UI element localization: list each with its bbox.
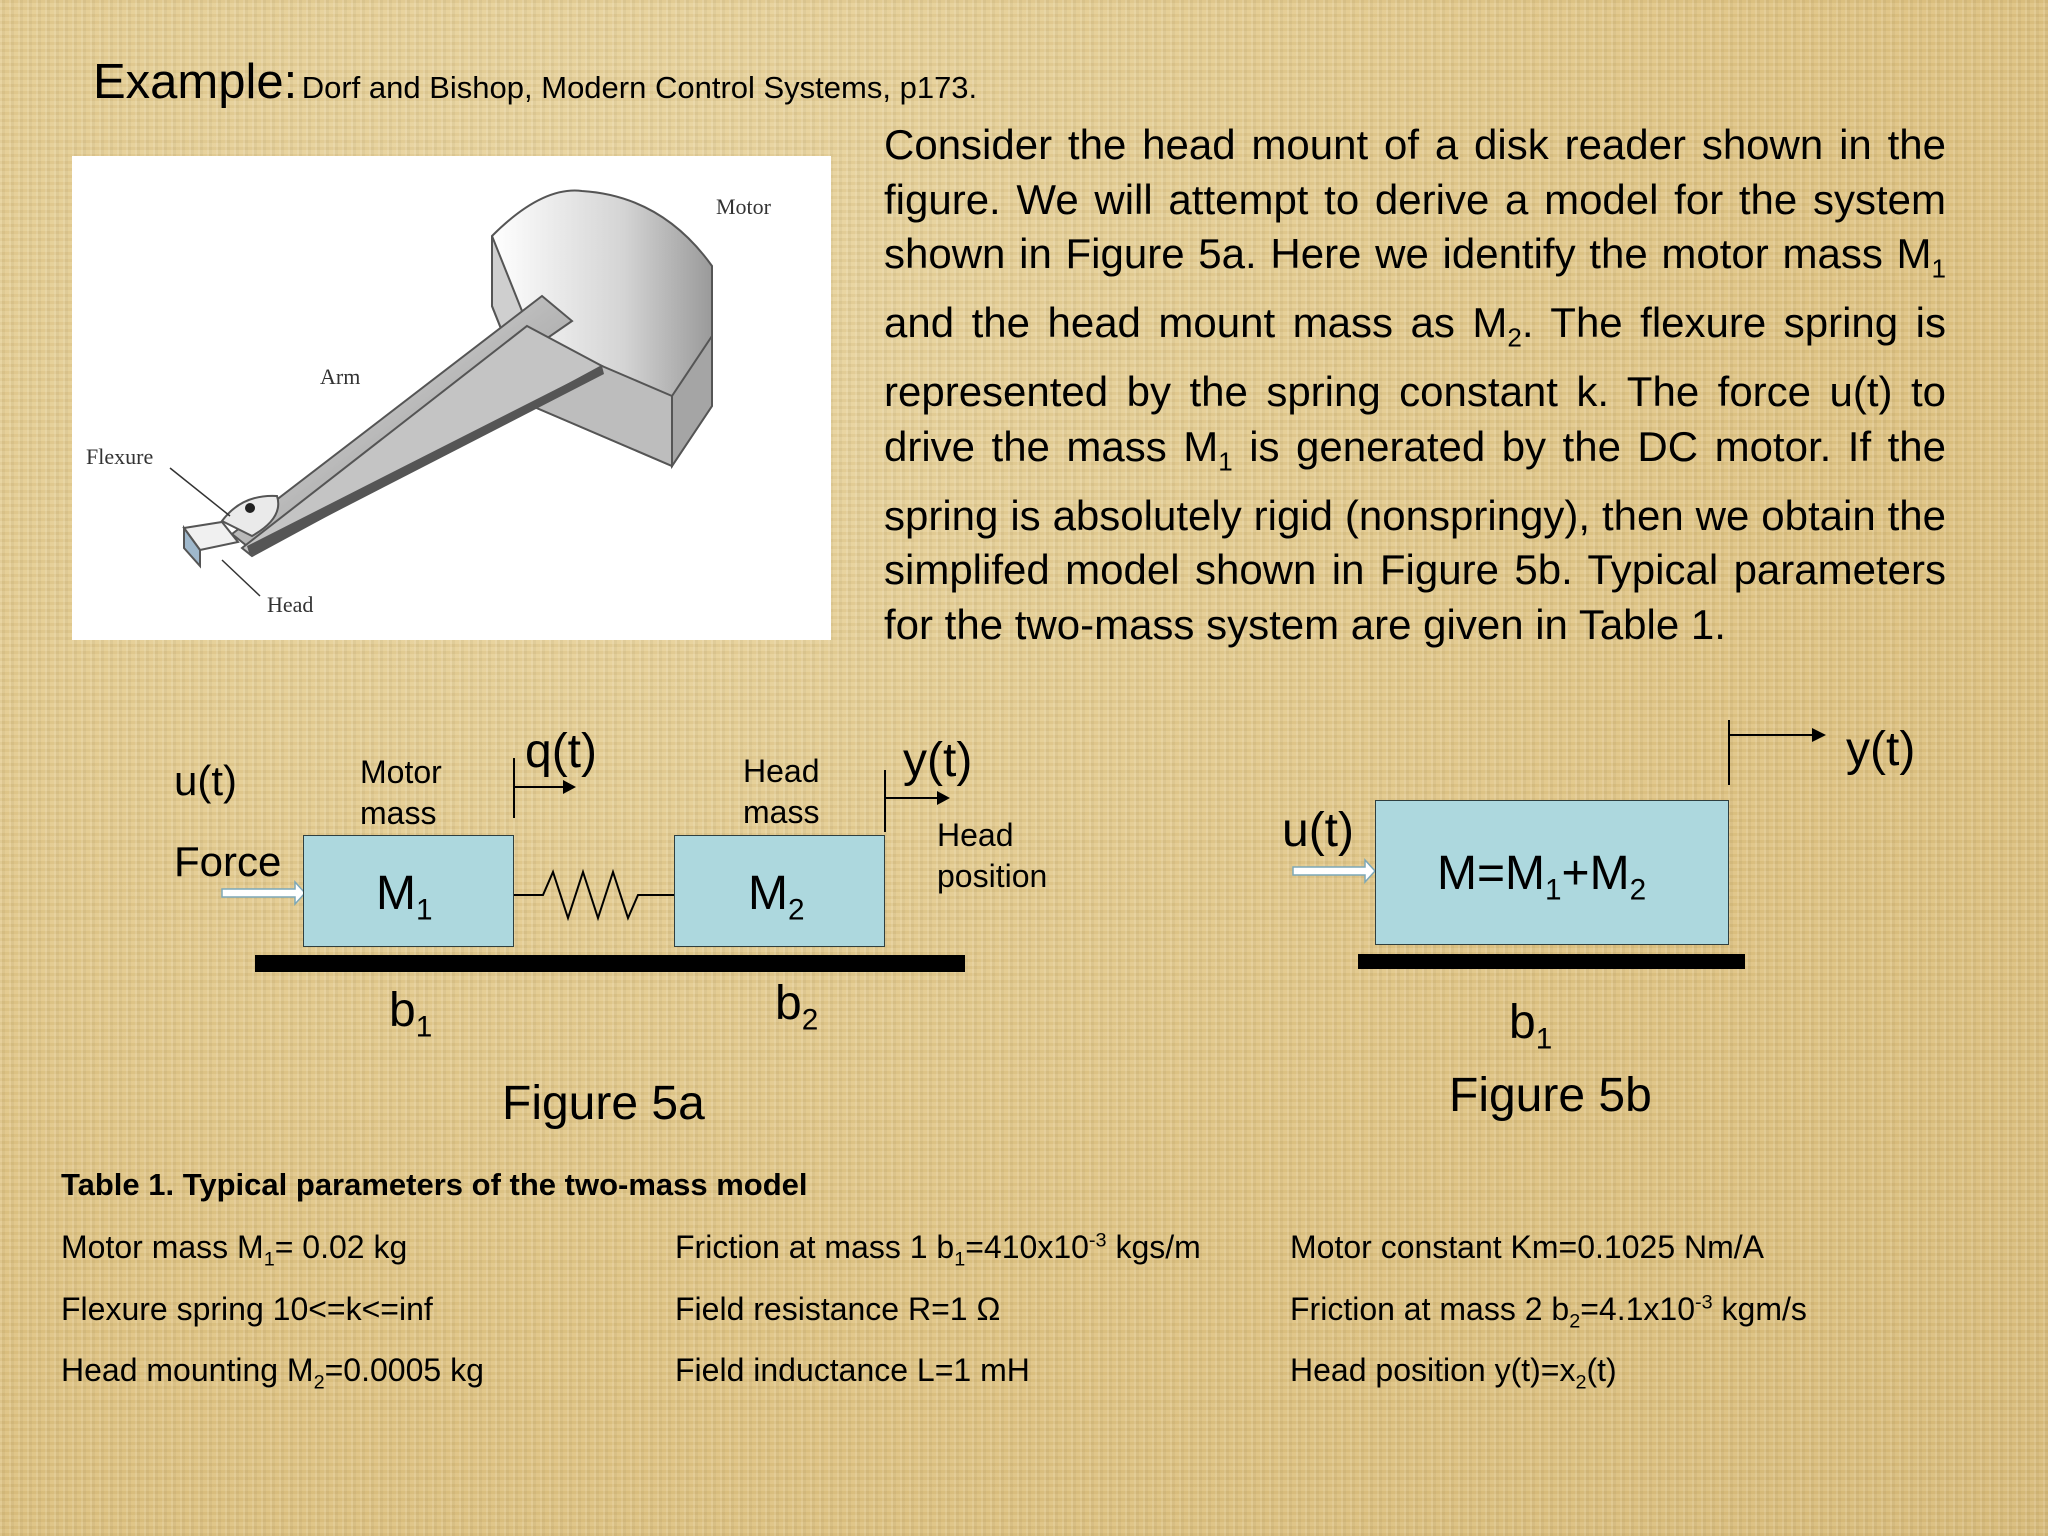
param-motor-constant: Motor constant Km=0.1025 Nm/A xyxy=(1290,1229,1764,1265)
param-field-resistance: Field resistance R=1 Ω xyxy=(675,1291,1001,1327)
desc-sub-1: 1 xyxy=(1931,253,1946,284)
b1-label-5a: $b_1$ xyxy=(389,984,433,1044)
param-friction-mass-2: Friction at mass 2 $b_2=4.1x10^{-3}$ kgm/s xyxy=(1290,1291,1807,1333)
desc-sub-3: 1 xyxy=(1218,446,1233,477)
ground-5b xyxy=(1358,954,1745,969)
desc-text-3: . The flexure spring is represented by the spring constant k. The force u(t) to drive the mass M xyxy=(884,299,1946,470)
param-head-mounting: Head mounting $M_2=0.0005$ kg xyxy=(61,1352,484,1394)
y-label-5b: y(t) xyxy=(1846,723,1916,776)
example-label: Example: xyxy=(93,55,298,109)
desc-text-1: Consider the head mount of a disk reader shown in the figure. We will attempt to derive a model for the system shown in Figure 5a. Here we identify the motor mass M xyxy=(884,121,1946,278)
y-label-5a: y(t) xyxy=(903,734,973,787)
motor-label: Motor xyxy=(716,194,771,219)
combined-mass-label: $M=M_1+M_2$ xyxy=(1437,847,1647,907)
param-field-inductance: Field inductance L=1 mH xyxy=(675,1352,1030,1388)
desc-sub-2: 2 xyxy=(1507,322,1522,353)
y-arrow-5b-icon xyxy=(1812,728,1826,742)
m2-label: $M_2$ xyxy=(748,867,805,927)
flexure-label: Flexure xyxy=(86,444,154,469)
figure-5b-caption: Figure 5b xyxy=(1449,1069,1652,1122)
param-motor-mass: Motor mass $M_1= 0.02$ kg xyxy=(61,1229,408,1271)
q-label: q(t) xyxy=(525,725,597,778)
input-u-label-5b: u(t) xyxy=(1282,804,1354,857)
figure-5a-caption: Figure 5a xyxy=(502,1077,705,1130)
input-u-label: u(t) xyxy=(174,757,237,804)
table-title: Table 1. Typical parameters of the two-mass model xyxy=(61,1167,808,1202)
param-friction-mass-1: Friction at mass 1 $b_1=410x10^{-3}$ kgs/m xyxy=(675,1229,1201,1271)
head-position-label: Head position xyxy=(937,817,1048,894)
b2-label: $b_2$ xyxy=(775,977,819,1037)
m1-label: $M_1$ xyxy=(376,867,433,927)
arm-label: Arm xyxy=(320,364,361,389)
force-label: Force xyxy=(174,838,282,885)
desc-text-2: and the head mount mass as M xyxy=(884,299,1508,347)
motor-mass-label: Motor mass xyxy=(360,754,442,831)
head-label: Head xyxy=(267,592,314,617)
param-flexure-spring: Flexure spring 10<=k<=inf xyxy=(61,1291,433,1327)
input-arrow-icon xyxy=(1293,860,1375,882)
head-mass-label: Head mass xyxy=(743,753,820,830)
source-reference: Dorf and Bishop, Modern Control Systems, p173. xyxy=(301,70,978,105)
desc-text-4: is generated by the DC motor. If the spring is absolutely rigid (nonspringy), then we obtain the simplifed model shown in Figure 5b. Typical parameters for the two-mass system are given in Table 1. xyxy=(884,422,1946,648)
param-head-position: Head position $y(t)=x_2(t)$ xyxy=(1290,1352,1617,1394)
b1-label-5b: $b_1$ xyxy=(1509,996,1553,1056)
